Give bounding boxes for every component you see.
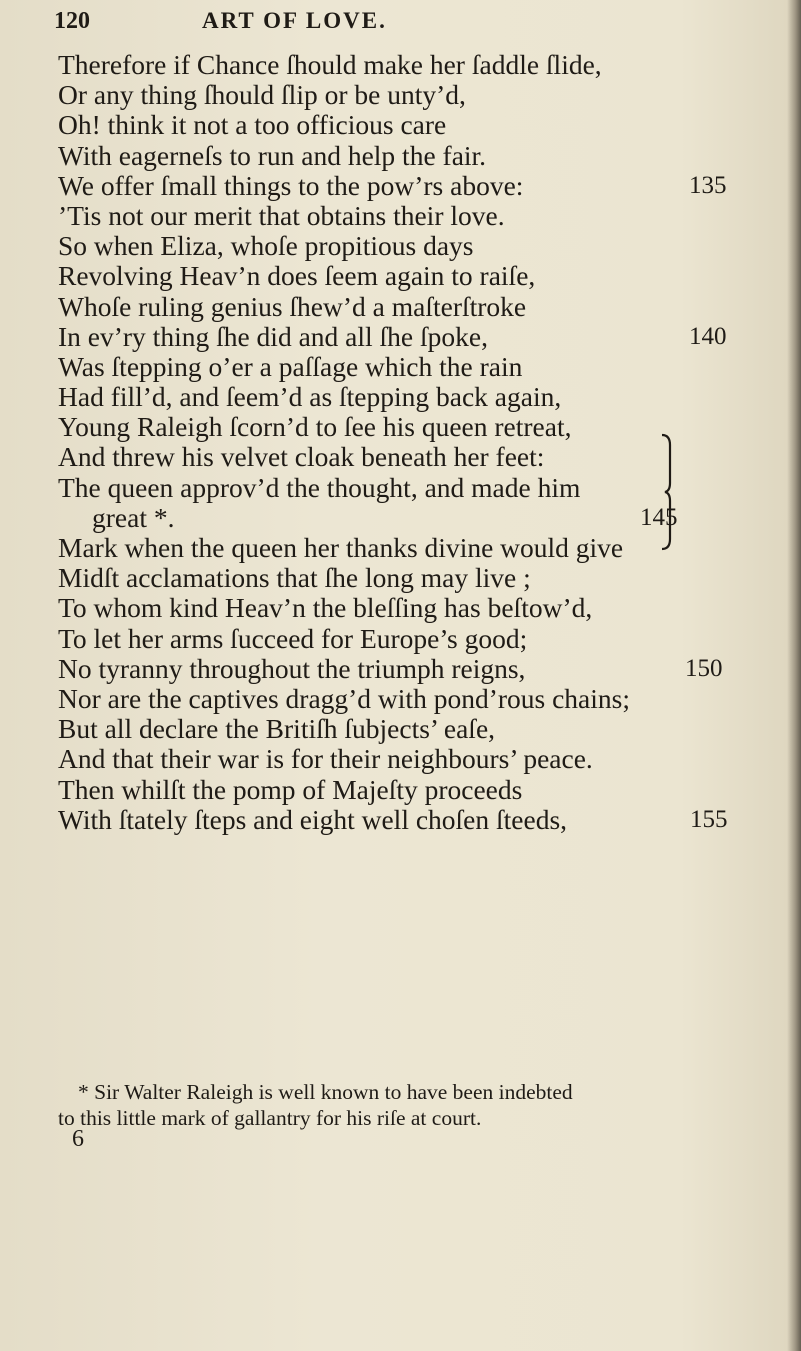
footnote-line: to this little mark of gallantry for his riſe at court. (58, 1106, 482, 1130)
page-edge-shadow (787, 0, 801, 1351)
poem-line: ’Tis not our merit that obtains their love. (58, 199, 505, 231)
poem-line: Or any thing ſhould ſlip or be unty’d, (58, 79, 466, 111)
poem-line: Young Raleigh ſcorn’d to ſee his queen retreat, (58, 411, 572, 443)
poem-line: So when Eliza, whoſe propitious days (58, 230, 474, 262)
page-header (54, 6, 754, 38)
poem-line: Nor are the captives dragg’d with pond’rous chains; (58, 682, 630, 714)
poem-line: Revolving Heav’n does ſeem again to raiſe, (58, 260, 536, 292)
line-number: 140 (689, 322, 727, 350)
poem-line: Whoſe ruling genius ſhew’d a maſterſtroke (58, 290, 527, 322)
triplet-brace-icon (661, 433, 673, 551)
line-number: 155 (690, 805, 728, 833)
poem-line: Therefore if Chance ſhould make her ſaddle ſlide, (58, 49, 602, 80)
poem-line: Oh! think it not a too officious care (58, 109, 447, 141)
poem-line: We offer ſmall things to the pow’rs above: 135 (58, 169, 727, 201)
poem-line: Mark when the queen her thanks divine would give (58, 532, 624, 563)
poem-line: Had fill’d, and ſeem’d as ſtepping back again, (58, 381, 562, 413)
footnote-line: * Sir Walter Raleigh is well known to have been indebted (78, 1080, 573, 1104)
line-number: 150 (685, 654, 723, 682)
running-title: ART OF LOVE. (202, 8, 387, 33)
poem-line: And threw his velvet cloak beneath her feet: (58, 441, 545, 473)
page-number: 120 (54, 8, 90, 34)
poem-line: With eagerneſs to run and help the fair. (58, 139, 487, 171)
poem-line: No tyranny throughout the triumph reigns, 150 (58, 652, 723, 684)
poem-line: With ſtately ſteps and eight well choſen ſteeds, 155 (58, 803, 728, 835)
poem-line: And that their war is for their neighbours’ peace. (58, 743, 593, 775)
poem-line: In ev’ry thing ſhe did and all ſhe ſpoke, 140 (58, 320, 727, 352)
poem-line: The queen approv’d the thought, and made him (58, 471, 581, 503)
poem-body (58, 50, 778, 835)
poem-line: Then whilſt the pomp of Majeſty proceeds (58, 773, 523, 805)
poem-line-continuation: great *. 145 (92, 501, 678, 533)
line-number: 135 (689, 171, 727, 199)
poem-line: To let her arms ſucceed for Europe’s good; (58, 622, 528, 654)
poem-line: But all declare the Britiſh ſubjects’ eaſe, (58, 713, 496, 745)
line-number: 145 (640, 503, 678, 531)
signature-mark: 6 (72, 1126, 84, 1152)
poem-line: Midſt acclamations that ſhe long may live ; (58, 562, 531, 594)
footnote (58, 1079, 758, 1131)
poem-line: To whom kind Heav’n the bleſſing has beſtow’d, (58, 592, 593, 624)
poem-line: Was ſtepping o’er a paſſage which the rain (58, 350, 523, 382)
